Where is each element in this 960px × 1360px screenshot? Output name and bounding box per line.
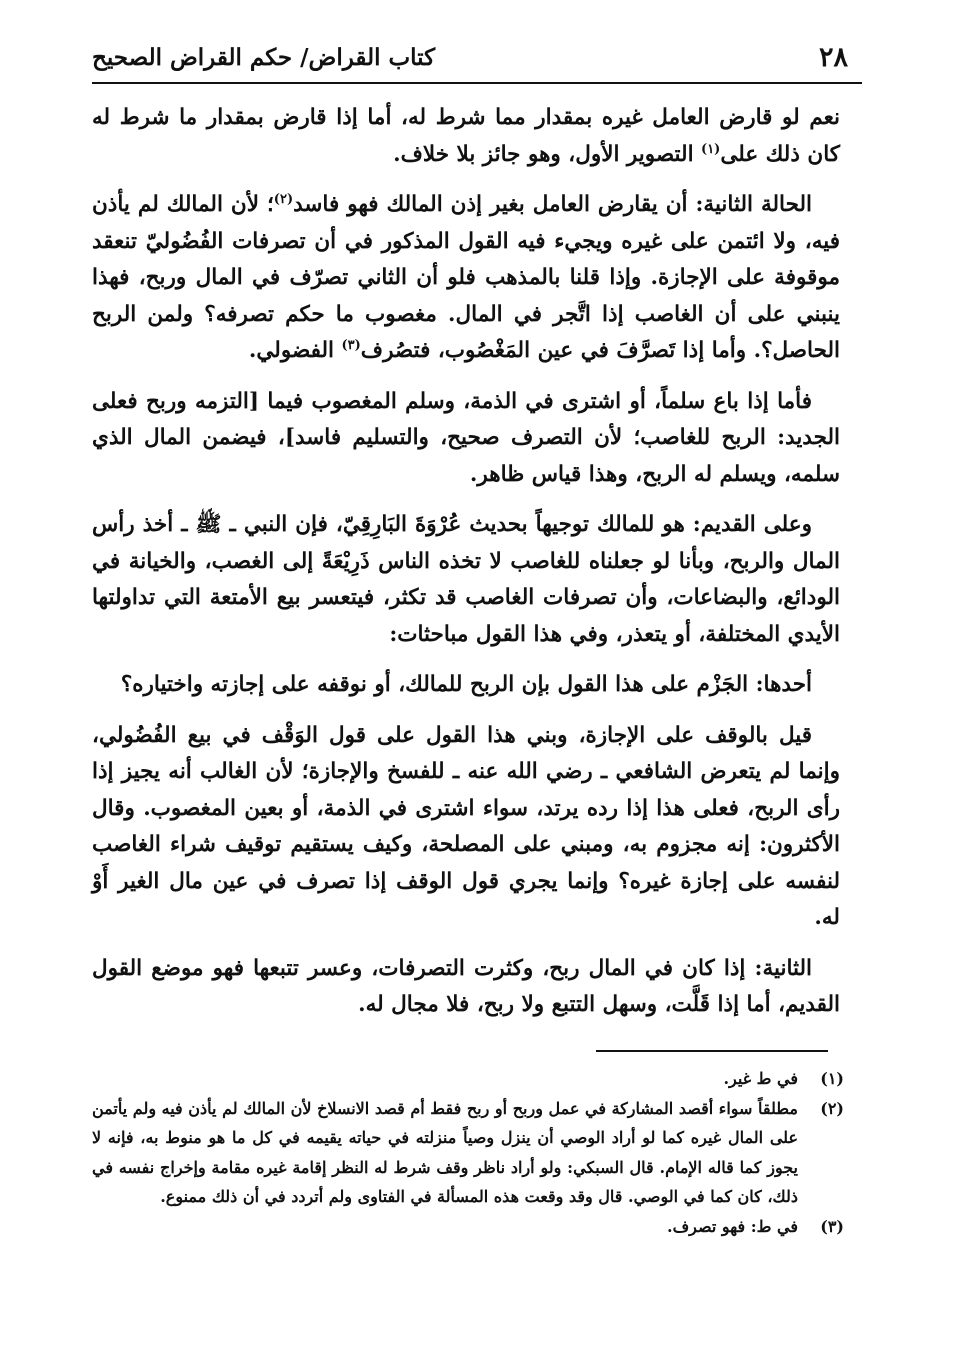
paragraph-6 xyxy=(92,718,840,937)
paragraph-7 xyxy=(92,951,840,1024)
paragraph-text: التصوير الأول، وهو جائز بلا خلاف. xyxy=(393,141,702,167)
paragraph-text: قيل بالوقف على الإجازة، وبني هذا القول على قول الوَقْف في بيع الفُضُولي، وإنما لم يتعرض الشافعي ـ رضي الله عنه ـ للفسخ والإجازة؛ لأن الغالب أنه يجيز إذا رأى الربح، فعلى هذا إذا رده يرتد، سواء اشترى في الذمة، أو بعين المغصوب. وقال الأكثرون: إنه مجزوم به، ومبني على المصلحة، وكيف يستقيم توقيف شراء الغاصب لنفسه على إجازة غيره؟ وإنما يجري قول الوقف إذا تصرف في عين مال الغير أَوْ له. xyxy=(92,722,840,930)
paragraph-2 xyxy=(92,187,840,370)
paragraph-text: نعم لو قارض العامل غيره بمقدار مما شرط له، أما إذا قارض بمقدار ما شرط له كان ذلك على xyxy=(92,105,840,167)
case-heading: الحالة الثانية: xyxy=(687,192,812,217)
paragraph-text: الفضولي. xyxy=(248,338,342,363)
footnote-3 xyxy=(92,1212,844,1242)
footnote-text: في ط: فهو تصرف. xyxy=(667,1216,798,1236)
point-heading: أحدها: xyxy=(748,672,812,697)
footnote-number: (٢) xyxy=(820,1098,844,1118)
footnote-ref-2: (٢) xyxy=(273,191,294,207)
footnote-text: في ط غير. xyxy=(723,1069,798,1088)
footnote-1 xyxy=(92,1064,844,1094)
footnote-separator xyxy=(596,1050,828,1052)
paragraph-text: وعلى القديم: هو للمالك توجيهاً بحديث عُرْوَةَ البَارِقِيّ، فإن النبي ـ ﷺ ـ أخذ رأس المال والربح، وبأنا لو جعلناه للغاصب لا تخذه الناس ذَرِيْعَةً إلى الغصب، والخيانة في الودائع، والبضاعات، وأن تصرفات الغاصب قد تكثر، فيتعسر بيع الأمتعة التي تداولتها الأيدي المختلفة، أو يتعذر، وفي هذا القول مباحثات: xyxy=(92,512,840,647)
paragraph-text: ؛ لأن المالك لم يأذن فيه، ولا ائتمن على غيره ويجيء فيه القول المذكور في أن تصرفات الفُضُوليّ تنعقد موقوفة على الإجازة. وإذا قلنا بالمذهب فلو أن الثاني تصرّف في المال وربح، فهذا ينبني على أن الغاصب إذا اتَّجر في المال. مغصوب ما حكم تصرفه؟ ولمن الربح الحاصل؟. وأما إذا تَصرَّفَ في عين المَغْصُوب، فتصُرف xyxy=(92,192,840,363)
page-number: ٢٨ xyxy=(818,42,848,73)
main-text xyxy=(92,100,840,1038)
paragraph-text: الجَزْم على هذا القول بإن الربح للمالك، أو نوقفه على إجازته واختياره؟ xyxy=(120,672,749,697)
paragraph-5 xyxy=(92,667,840,704)
page-header xyxy=(92,36,862,84)
footnote-2 xyxy=(92,1094,844,1212)
footnotes xyxy=(92,1064,844,1241)
point-heading: الثانية: xyxy=(745,955,813,981)
paragraph-text: أن يقارض العامل بغير إذن المالك فهو فاسد xyxy=(293,192,688,217)
paragraph-1 xyxy=(92,100,840,173)
paragraph-text: فأما إذا باع سلماً، أو اشترى في الذمة، وسلم المغصوب فيما [التزمه وربح فعلى الجديد: الربح للغاصب؛ لأن التصرف صحيح، والتسليم فاسد]، فيضمن المال الذي سلمه، ويسلم له الربح، وهذا قياس ظاهر. xyxy=(92,388,840,487)
footnote-number: (١) xyxy=(820,1069,844,1088)
paragraph-4 xyxy=(92,507,840,653)
footnote-ref-1: (١) xyxy=(701,141,721,157)
paragraph-3 xyxy=(92,384,840,494)
paragraph-text: إذا كان في المال ربح، وكثرت التصرفات، وعسر تتبعها فهو موضع القول القديم، أما إذا قَلَّت، وسهل التتبع ولا ربح، فلا مجال له. xyxy=(92,955,840,1017)
footnote-number: (٣) xyxy=(820,1216,844,1236)
footnote-ref-3: (٣) xyxy=(341,337,361,353)
running-title: كتاب القراض/ حكم القراض الصحيح xyxy=(92,44,436,71)
footnote-text: مطلقاً سواء أقصد المشاركة في عمل وربح أو ربح فقط أم قصد الانسلاخ لأن المالك لم يأذن فيه ولم يأتمن على المال غيره كما لو أراد الوصي أن ينزل وصياً منزلته في حياته يقيمه في كل ما هو منوط به، فإنه لا يجوز كما قاله الإمام. قال السبكي: ولو أراد ناظر وقف شرط له النظر إقامة غيره مقامة وإخراج نفسه في ذلك، كان كما في الوصي. قال وقد وقعت هذه المسألة في الفتاوى ولم أتردد في أن ذلك ممنوع. xyxy=(92,1098,798,1206)
